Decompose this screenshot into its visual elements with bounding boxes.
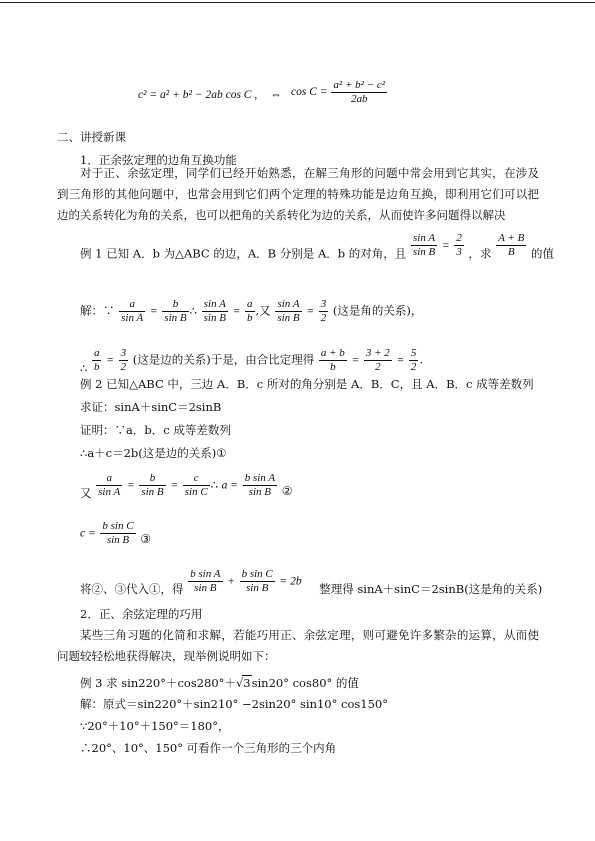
ratio-3-2 — [119, 347, 129, 374]
substitute-text: 将②、③代入①，得 — [80, 581, 184, 596]
proof-line-2: ∴a＋c＝2b(这是边的关系)① — [80, 446, 227, 460]
ask-text: ，求 — [468, 246, 492, 261]
frac-num: a — [119, 298, 145, 312]
frac-den: sin B — [277, 312, 300, 324]
frac-num: 3 + 2 — [365, 347, 390, 359]
solution-1b-line: ∴ $\frac{a}{b}$ = $\frac{3}{2}$ (这是边的关系)于是，由合比定理得 $\frac{a + b}{b}$ = $\frac{3 + 2}{2}$ = $\frac{5}{2}$ . — [80, 347, 424, 375]
therefore-symbol: ∴ — [80, 360, 88, 375]
also-text: 又 — [80, 485, 92, 500]
given-equals: = — [441, 239, 450, 252]
ratio-b-sinB — [139, 472, 165, 499]
example-2-line: 例 2 已知△ABC 中，三边 A．B．c 所对的角分别是 A．B．C，且 A．B．c 成等差数列 — [80, 377, 534, 391]
ratio-sinA-sinB — [202, 298, 228, 325]
therefore-symbol: ∴ — [210, 477, 218, 492]
c-expression — [100, 520, 135, 547]
also-text: ,又 — [255, 303, 271, 318]
cos-c-label: cos C = — [291, 86, 328, 99]
example-1-given-ratio — [411, 232, 437, 259]
solution-3b-line: ∵20°＋10°＋150°＝180°， — [80, 719, 230, 733]
prove-line: 求证：sinA＋sinC＝2sinB — [80, 400, 222, 414]
ask-numerator: A + B — [498, 232, 525, 244]
angle-relation-note: (这是角的关系)， — [332, 303, 423, 318]
frac-num: sin A — [202, 298, 228, 312]
ratio-a-b — [245, 298, 255, 325]
frac-den: sin A — [98, 486, 121, 498]
frac-den: sin B — [164, 312, 187, 324]
frac-den: sin B — [203, 312, 226, 324]
frac-den: 2 — [120, 361, 127, 373]
example-1-text: 例 1 已知 A．b 为△ABC 的边，A．B 分别是 A．b 的对角，且 — [80, 246, 407, 261]
frac-num: a — [96, 472, 122, 486]
given-value-den: 3 — [456, 246, 462, 258]
frac-num: sin A — [275, 298, 301, 312]
frac-num: b sin A — [190, 568, 221, 580]
equation-mark-2: ② — [281, 483, 293, 498]
frac-den: b — [93, 361, 100, 373]
given-value-num: 2 — [456, 232, 462, 244]
frac-num: b — [162, 298, 188, 312]
solution-label: 解：∵ — [80, 303, 115, 318]
sqrt-value: 3 — [243, 676, 251, 690]
frac-den: sin B — [194, 582, 217, 594]
frac-den: b — [330, 361, 336, 373]
frac-den: sin B — [248, 486, 272, 498]
cos-c-fraction — [331, 79, 387, 106]
frac-num: b sin A — [244, 472, 276, 484]
bsinC-over-sinB — [240, 568, 275, 595]
a-equals: a = — [221, 479, 239, 492]
therefore-symbol: ∴ — [189, 303, 197, 318]
ask-tail: 的值 — [530, 246, 554, 261]
frac-den: 2 — [375, 361, 381, 373]
frac-den: sin B — [106, 534, 130, 546]
given-denominator: sin B — [412, 246, 436, 258]
subheading-2: 2．正、余弦定理的巧用 — [80, 607, 203, 621]
frac-den: sin B — [246, 582, 269, 594]
ratio-aplusb-b — [319, 347, 347, 374]
frac-den: sin C — [184, 486, 208, 498]
example-3-post: sin20° cos80° 的值 — [251, 676, 359, 690]
c-equals: c = — [80, 527, 96, 540]
side-relation-note: (这是边的关系)于是，由合比定理得 — [132, 352, 315, 367]
law-of-cosines-line — [138, 88, 282, 103]
proof-line-5: 将②、③代入①，得 $\frac{\text{b sin A}}{\text{sin B}}$ + $\frac{\text{b sin C}}{\text{sin B}}$ = 2b 整理得 sinA＋sinC＝2sinB(这是角的关系) — [80, 568, 543, 596]
example-3-pre: 例 3 求 sin220°＋cos280°＋ — [80, 676, 236, 690]
ask-denominator: B — [507, 246, 515, 258]
example-1-line — [80, 232, 554, 268]
conclusion-text: 整理得 sinA＋sinC＝2sinB(这是角的关系) — [319, 581, 543, 596]
equation-mark-3: ③ — [140, 531, 152, 546]
frac-den: 2 — [320, 312, 327, 324]
frac-num: 5 — [410, 347, 417, 359]
equivalence-symbol: ⇔ — [270, 89, 282, 101]
ask-fraction — [496, 232, 526, 259]
ratio-b-sinB — [162, 298, 188, 325]
frac-den: 2 — [410, 361, 417, 373]
ratio-3-2 — [319, 298, 329, 325]
given-numerator: sin A — [411, 232, 437, 246]
frac-num: b sin C — [241, 568, 273, 580]
section-heading: 二、讲授新课 — [57, 130, 126, 144]
intro-paragraph: 对于正、余弦定理，同学们已经开始熟悉，在解三角形的问题中常会用到它其实，在涉及到三角形的其他问题中，也常会用到它们两个定理的特殊功能是边角互换，即利用它们可以把边的关系转化为角的关系，也可以把角的关系转化为边的关系，从而使许多问题得以解决 — [57, 166, 539, 222]
frac-den: b — [247, 312, 253, 324]
ratio-5-2 — [409, 347, 419, 374]
given-value — [454, 232, 464, 259]
frac-num: a + b — [320, 347, 345, 359]
solution-3-line: 解：原式＝sin220°＋sin210° −2sin20° sin10° cos150° — [80, 697, 388, 711]
ratio-a-b — [92, 347, 102, 374]
example-3-line — [80, 675, 359, 691]
frac-num: b sin C — [102, 520, 134, 532]
frac-num: 3 — [320, 298, 327, 310]
subheading-1: 1．正余弦定理的边角互换功能 — [80, 153, 237, 167]
cos-c-numerator: a² + b² − c² — [333, 79, 386, 91]
page-top-rule — [0, 2, 595, 3]
solution-3c-line: ∴20°、10°、150° 可看作一个三角形的三个内角 — [80, 741, 337, 755]
ratio-c-sinC — [183, 472, 210, 499]
equals-2b: = 2b — [279, 575, 302, 588]
frac-num: c — [183, 472, 210, 486]
frac-num: a — [247, 298, 253, 310]
bsinA-over-sinB — [188, 568, 222, 595]
ratio-a-sinA — [119, 298, 145, 325]
proof-line-3: 又 $\frac{a}{\text{sin A}}$ = $\frac{b}{\text{sin B}}$ = $\frac{c}{\text{sin C}}$ ∴ a = $\frac{\text{b sin A}}{\text{sin B}}$ ② — [80, 472, 293, 500]
proof-line-1: 证明：∵a．b．c 成等差数列 — [80, 423, 231, 437]
paragraph-2: 某些三角习题的化简和求解，若能巧用正、余弦定理，则可避免许多繁杂的运算，从而使问题较轻松地获得解决，现举例说明如下： — [57, 628, 539, 663]
law-of-cosines-lhs: c² = a² + b² − 2ab cos C , — [138, 89, 258, 101]
solution-1-line: 解：∵ $\frac{a}{\text{sin A}}$ = $\frac{b}{\text{sin B}}$ ∴ $\frac{\text{sin A}}{\text{sin B}}$ = $\frac{a}{b}$ ,又 $\frac{\text{sin A}}{\text{sin B}}$ = $\frac{3}{2}$ (这是角的关系)， — [80, 298, 423, 324]
frac-num: b — [139, 472, 165, 486]
sqrt-icon: √ — [235, 676, 244, 690]
cos-c-denominator: 2ab — [350, 93, 368, 105]
frac-den: sin B — [141, 486, 164, 498]
frac-num: 3 — [120, 347, 127, 359]
ratio-sinA-sinB-2 — [275, 298, 301, 325]
cos-c-formula — [291, 79, 388, 106]
period: . — [419, 352, 424, 367]
proof-line-4 — [80, 520, 151, 547]
ratio-a-sinA — [96, 472, 122, 499]
frac-num: a — [93, 347, 100, 359]
a-expression — [243, 472, 277, 499]
frac-den: sin A — [121, 312, 144, 324]
ratio-3plus2-2 — [364, 347, 392, 374]
